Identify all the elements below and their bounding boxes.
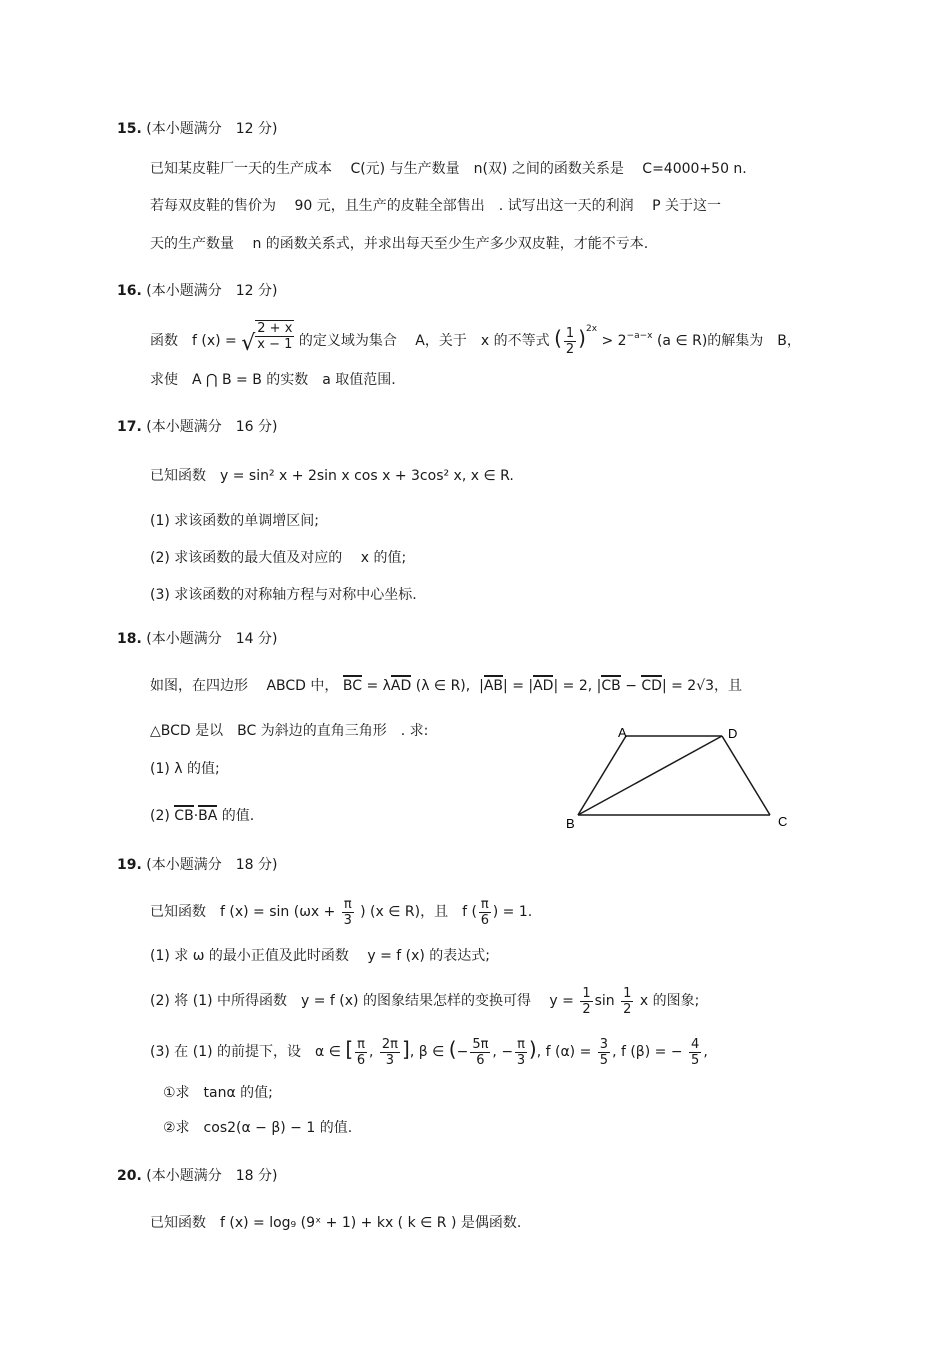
vector-ba: BA: [198, 805, 217, 824]
q19-sub-1: ①求 tanα 的值;: [163, 1085, 273, 1101]
q16-line-2: 求使 A ⋂ B = B 的实数 a 取值范围.: [150, 372, 396, 388]
q18-lambda-domain: (λ ∈ R),: [415, 678, 471, 694]
q18-number: 18.: [117, 631, 142, 647]
q16-header: [117, 281, 277, 301]
q19-sin: sin: [594, 993, 615, 1009]
half-1-num: 1: [582, 985, 591, 1001]
sqrt-numerator: 2 + x: [257, 321, 293, 336]
q18-eq-2root3: = 2√3，且: [671, 678, 743, 694]
interval-2-left: [470, 1037, 490, 1068]
q19-f-beta: f (β) = −: [620, 1044, 683, 1060]
half-2: [621, 986, 633, 1017]
edge-dc: [722, 736, 770, 815]
q18-score: (本小题满分 14 分): [146, 631, 278, 647]
q19-part-3: (3) 在 (1) 的前提下，设 α ∈ [ $\frac{\pi}{6}$ , $\frac{2\pi}{3}$ ], β ∈ (− $\frac{5\pi}{6}$ , − $\frac{\pi}{3}$ ), f (α) = $\frac{3}{5}$ , f (β) = − $\frac{4}{5}$ ,: [150, 1036, 708, 1068]
half-numerator: 1: [565, 325, 575, 341]
q19-cond: ) (x ∈ R)，且 f: [360, 904, 467, 920]
q19-func: 已知函数 f (x) = sin: [150, 904, 290, 920]
q17-part-2: (2) 求该函数的最大值及对应的 x 的值;: [150, 550, 407, 566]
vector-ab: AB: [484, 675, 503, 694]
q19-omega-x: (ωx +: [293, 904, 336, 920]
q17-score: (本小题满分 16 分): [146, 419, 278, 435]
six-den: 6: [480, 912, 489, 928]
pi-over-3: [342, 897, 354, 928]
q16-line-1: 函数 f (x) = √ $\frac{2 + x}{x - 1}$ 的定义域为集合 A，关于 x 的不等式 ( $\frac{1}{2}$ )$^{2x} > 2^{-a-x}$ (a ∈ R)的解集为 B，: [150, 320, 801, 362]
q18-part-1: (1) λ 的值;: [150, 761, 220, 777]
half-denominator: 2: [565, 341, 575, 357]
interval-1-right: [380, 1037, 400, 1068]
q16-func-label: 函数 f (x) =: [150, 333, 237, 349]
edge-ab: [578, 736, 626, 815]
three-den: 3: [343, 912, 352, 928]
int2-r-num: π: [517, 1036, 525, 1052]
q18-header: [117, 629, 277, 649]
int1-r-num: 2π: [381, 1036, 398, 1052]
q18-eq-lambda: = λ: [366, 678, 391, 694]
sqrt-denominator: x − 1: [257, 337, 293, 352]
q16-score: (本小题满分 12 分): [146, 283, 278, 299]
interval-2-right: [515, 1037, 527, 1068]
exponent-2x: 2x: [585, 324, 598, 334]
half-2-den: 2: [623, 1001, 632, 1017]
four-fifths-num: 4: [691, 1036, 700, 1052]
q20-score: (本小题满分 18 分): [146, 1168, 278, 1184]
vector-bc: BC: [343, 675, 362, 694]
int2-r-den: 3: [516, 1052, 526, 1068]
four-fifths: [689, 1037, 701, 1068]
q20-number: 20.: [117, 1168, 142, 1184]
q19-part-1: (1) 求 ω 的最小正值及此时函数 y = f (x) 的表达式;: [150, 948, 491, 964]
q19-beta-in: β ∈: [418, 1044, 445, 1060]
half-1-den: 2: [582, 1001, 591, 1017]
exponent-neg-a-x: −a−x: [626, 331, 653, 341]
vertex-a: A: [618, 725, 627, 740]
vertex-c: C: [778, 814, 788, 829]
q19-eq-1: = 1.: [502, 904, 533, 920]
q18-part-2-tail: 的值.: [221, 808, 255, 824]
three-fifths-den: 5: [599, 1052, 609, 1068]
q18-intro: 如图，在四边形 ABCD 中，: [150, 678, 339, 694]
q18-eq-2: = 2,: [562, 678, 593, 694]
vector-cb: CB: [601, 675, 620, 694]
q19-score: (本小题满分 18 分): [146, 857, 278, 873]
pi-over-6: [479, 897, 491, 928]
diagonal-bd: [578, 736, 722, 815]
q19-number: 19.: [117, 857, 142, 873]
q19-f-alpha: f (α) =: [545, 1044, 592, 1060]
sqrt-expression: √ $\frac{2 + x}{x - 1}$: [241, 321, 293, 356]
q19-header: [117, 855, 277, 875]
q19-sub-2: ②求 cos2(α − β) − 1 的值.: [163, 1120, 353, 1136]
quadrilateral-figure: [560, 722, 800, 834]
q16-ineq: > 2: [601, 333, 627, 349]
q16-solution-text: (a ∈ R)的解集为 B，: [656, 333, 801, 349]
q18-part-2-label: (2): [150, 808, 170, 824]
pi-num-2: π: [480, 896, 489, 912]
q15-score: (本小题满分 12 分): [146, 121, 278, 137]
q19-part-2-text: (2) 将 (1) 中所得函数 y = f (x) 的图象结果怎样的变换可得 y =: [150, 993, 574, 1009]
q18-line-1: 如图，在四边形 ABCD 中， BC = λAD (λ ∈ R), |AB| = |AD| = 2, |CB − CD| = 2√3，且: [150, 675, 742, 696]
q17-part-3: (3) 求该函数的对称轴方程与对称中心坐标.: [150, 587, 417, 603]
interval-1-left: [355, 1037, 367, 1068]
q16-number: 16.: [117, 283, 142, 299]
q15-line-3: 天的生产数量 n 的函数关系式，并求出每天至少生产多少双皮鞋，才能不亏本.: [150, 236, 649, 252]
q19-alpha-in: (3) 在 (1) 的前提下，设 α ∈: [150, 1044, 341, 1060]
half-2-num: 1: [623, 985, 632, 1001]
q19-part-2-tail: x 的图象;: [639, 993, 700, 1009]
q20-line-1: 已知函数 f (x) = log₉ (9ˣ + 1) + kx ( k ∈ R ) 是偶函数.: [150, 1215, 522, 1231]
vertex-b: B: [566, 816, 575, 831]
q20-header: [117, 1166, 277, 1186]
three-fifths-num: 3: [599, 1036, 609, 1052]
q18-part-2: (2) CB·BA 的值.: [150, 805, 254, 826]
q15-header: [117, 119, 277, 139]
q19-line-1: 已知函数 f (x) = sin (ωx + $\frac{\pi}{3}$ ) (x ∈ R)，且 f ( $\frac{\pi}{6}$ ) = 1.: [150, 896, 533, 928]
vector-ad: AD: [391, 675, 411, 694]
q19-part-2: [150, 983, 699, 1019]
int1-r-den: 3: [385, 1052, 395, 1068]
q15-number: 15.: [117, 121, 142, 137]
four-fifths-den: 5: [691, 1052, 700, 1068]
half-1: [580, 986, 592, 1017]
q17-number: 17.: [117, 419, 142, 435]
int1-l-num: π: [357, 1036, 365, 1052]
int2-l-num: 5π: [472, 1036, 489, 1052]
pi-num: π: [343, 896, 352, 912]
half-fraction: [564, 326, 576, 357]
q17-part-1: (1) 求该函数的单调增区间;: [150, 513, 319, 529]
q17-header: [117, 417, 277, 437]
three-fifths: [598, 1037, 610, 1068]
q18-line-2: △BCD 是以 BC 为斜边的直角三角形 . 求:: [150, 723, 429, 739]
vector-cb-2: CB: [174, 805, 193, 824]
vertex-d: D: [728, 726, 738, 741]
int1-l-den: 6: [356, 1052, 366, 1068]
q15-line-1: 已知某皮鞋厂一天的生产成本 C(元) 与生产数量 n(双) 之间的函数关系是 C=4000+50 n.: [150, 161, 747, 177]
q16-domain-text: 的定义域为集合 A，关于 x 的不等式: [298, 333, 550, 349]
q15-line-2: 若每双皮鞋的售价为 90 元，且生产的皮鞋全部售出 . 试写出这一天的利润 P 关于这一: [150, 198, 721, 214]
q17-line-1: 已知函数 y = sin² x + 2sin x cos x + 3cos² x, x ∈ R.: [150, 468, 514, 484]
vector-cd: CD: [641, 675, 662, 694]
vector-ad-2: AD: [533, 675, 553, 694]
int2-l-den: 6: [476, 1052, 485, 1068]
